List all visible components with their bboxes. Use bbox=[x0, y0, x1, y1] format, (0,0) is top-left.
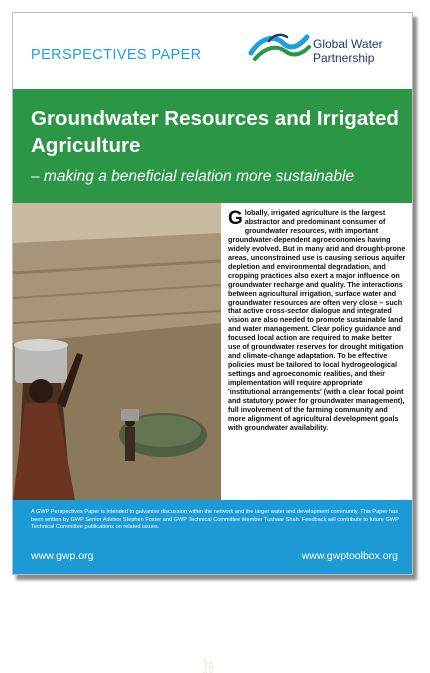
body-dropcap: G bbox=[228, 208, 243, 229]
document-page bbox=[12, 12, 413, 673]
page-title: Groundwater Resources and Irrigated Agriculture bbox=[31, 107, 399, 157]
body-text: lobally, irrigated agriculture is the largest abstractor and predominant consumer of groundwater resources, with important groundwater-dependent agroeconomies having widely evolved. But in many arid and drought-prone areas, unconstrained use is causing serious aquifer depletion and environmental degradation, and cropping practices also exert a major influence on groundwater recharge and quality. The interactions between agricultural irrigation, surface water and groundwater resources are often very close – such that active cross-sector dialogue and integrated vision are also needed to promote sustainable land and water management. Clear policy guidance and focused local action are required to make better use of groundwater reserves for drought mitigation and climate-change adaptation. To be effective policies must be tailored to local hydrogeological settings and agroeconomic realities, and their implementation will require appropriate 'institutional arrangements' (with a clear focal point and statutory power for groundwater management), full involvement of the farming community and more alignment of agricultural development goals with groundwater availability. bbox=[228, 208, 406, 432]
footer-band bbox=[13, 500, 412, 574]
gwp-logo bbox=[249, 27, 409, 77]
body-paragraph bbox=[228, 209, 406, 433]
title-band bbox=[13, 89, 412, 203]
photo-credit: Image: GWP bbox=[203, 657, 215, 673]
cover-photo-illustration bbox=[13, 203, 221, 500]
footer-note: A GWP Perspectives Paper is intended to galvanise discussion within the network and the larger water and development community. This Paper has been written by GWP Senior Advisor Stephen Foster and GWP Technical Committee Member Tushaar Shah. Feedback will contribute to future GWP Technical Committee publications on related issues. bbox=[31, 509, 399, 531]
logo-line-2: Partnership bbox=[313, 51, 375, 65]
logo-line-1: Global Water bbox=[313, 37, 383, 51]
page-subtitle: – making a beneficial relation more sustainable bbox=[31, 168, 355, 185]
gwp-link[interactable]: www.gwp.org bbox=[31, 550, 94, 562]
logo-text bbox=[313, 37, 383, 65]
gwptoolbox-link[interactable]: www.gwptoolbox.org bbox=[301, 550, 398, 562]
series-label: PERSPECTIVES PAPER bbox=[31, 47, 202, 63]
gwp-wave-logo-icon bbox=[249, 29, 311, 63]
